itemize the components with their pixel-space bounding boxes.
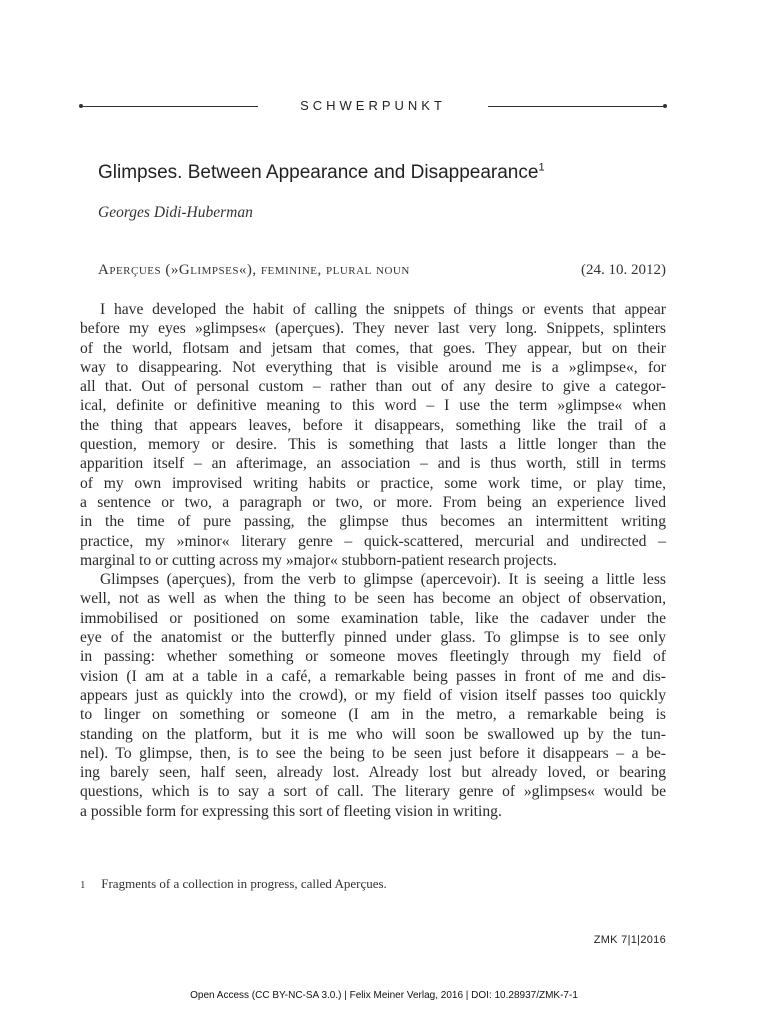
body-line: apparition itself – an afterimage, an association – and is thus worth, still in terms xyxy=(80,455,666,473)
body-line: Glimpses (aperçues), from the verb to glimpse (apercevoir). It is seeing a little less xyxy=(100,571,666,589)
body-line: the thing that appears leaves, before it disappears, something like the trail of a xyxy=(80,416,666,434)
body-line: in the time of pure passing, the glimpse thus becomes an intermittent writing xyxy=(80,513,666,531)
journal-reference: ZMK 7|1|2016 xyxy=(593,934,666,946)
entry-heading xyxy=(98,262,666,284)
body-line: way to disappearing. Not everything that is visible around me is a »glimpse«, for xyxy=(80,358,666,376)
footnote-text: Fragments of a collection in progress, called Aperçues. xyxy=(101,876,387,891)
footnote xyxy=(80,876,666,892)
body-line: of my own improvised writing habits or practice, some work time, or play time, xyxy=(80,474,666,492)
body-line: nel). To glimpse, then, is to see the being to be seen just before it disappears – a be- xyxy=(80,744,666,762)
body-line: in passing: whether something or someone moves fleetingly through my field of xyxy=(80,648,666,666)
entry-term: Aperçues (»Glimpses«), feminine, plural noun xyxy=(98,262,410,278)
title-text: Glimpses. Between Appearance and Disappearance xyxy=(98,162,539,183)
body-line: a sentence or two, a paragraph or two, or more. From being an experience lived xyxy=(80,493,666,511)
body-line: marginal to or cutting across my »major« stubborn-patient research projects. xyxy=(80,551,557,569)
body-line: question, memory or desire. This is something that lasts a little longer than the xyxy=(80,436,666,454)
body-line: I have developed the habit of calling the snippets of things or events that appear xyxy=(100,301,666,318)
body-line: immobilised or positioned on some examination table, like the cadaver under the xyxy=(80,609,666,627)
body-line: ing barely seen, half seen, already lost. Already lost but already loved, or bearing xyxy=(80,764,666,782)
section-label: SCHWERPUNKT xyxy=(300,98,446,113)
body-line: ical, definite or definitive meaning to this word – I use the term »glimpse« when xyxy=(80,397,666,415)
body-line: to linger on something or someone (I am in the metro, a remarkable being is xyxy=(80,706,666,724)
section-header xyxy=(80,96,666,116)
author-name: Georges Didi-Huberman xyxy=(98,204,253,221)
title-footnote-marker: 1 xyxy=(538,161,545,174)
body-line: vision (I am at a table in a café, a remarkable being passes in front of me and dis- xyxy=(80,667,666,685)
body-line: appears just as quickly into the crowd), or my field of vision itself passes too quickly xyxy=(80,686,666,704)
license-footer: Open Access (CC BY-NC-SA 3.0.) | Felix Meiner Verlag, 2016 | DOI: 10.28937/ZMK-7-1 xyxy=(190,990,578,1001)
article-title xyxy=(98,160,545,186)
body-line: a possible form for expressing this sort of fleeting vision in writing. xyxy=(80,802,502,820)
rule-line-left xyxy=(80,106,258,107)
footnote-number: 1 xyxy=(80,879,86,891)
body-line: well, not as well as when the thing to be seen has become an object of observation, xyxy=(80,590,666,608)
body-line: of the world, flotsam and jetsam that comes, that goes. They appear, but on their xyxy=(80,339,666,357)
rule-dot-right xyxy=(663,104,667,108)
body-line: standing on the platform, but it is me who will soon be swallowed up by the tun- xyxy=(80,725,666,743)
body-line: practice, my »minor« literary genre – quick-scattered, mercurial and undirected – xyxy=(80,532,666,550)
body-line: questions, which is to say a sort of call. The literary genre of »glimpses« would be xyxy=(80,783,666,801)
body-line: before my eyes »glimpses« (aperçues). They never last very long. Snippets, splinters xyxy=(80,320,666,338)
body-line: eye of the anatomist or the butterfly pinned under glass. To glimpse is to see only xyxy=(80,629,666,647)
body-line: all that. Out of personal custom – rather than out of any desire to give a categor- xyxy=(80,378,666,396)
body-text xyxy=(80,300,666,821)
entry-date: (24. 10. 2012) xyxy=(581,262,666,278)
rule-line-right xyxy=(488,106,666,107)
